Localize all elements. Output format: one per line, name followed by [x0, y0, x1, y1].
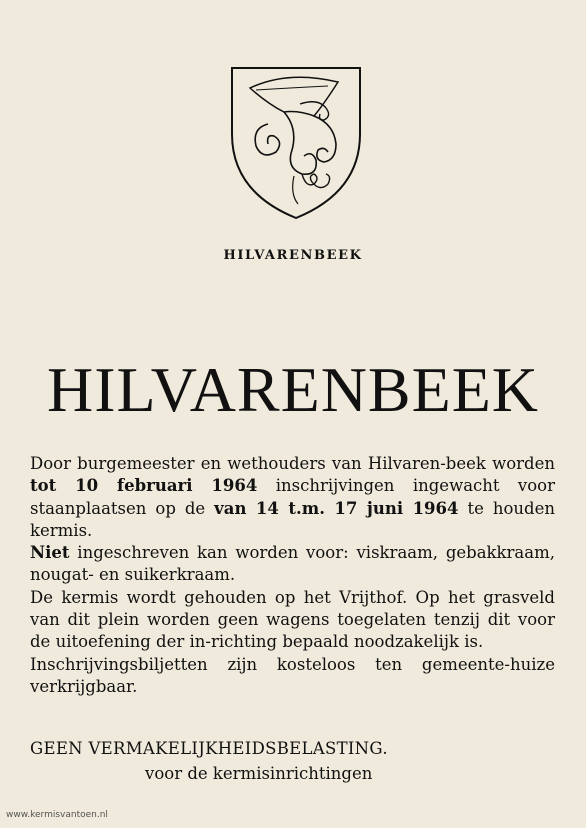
fair-dates: van 14 t.m. 17 juni 1964 — [214, 498, 459, 518]
emblem-caption: HILVARENBEEK — [223, 248, 363, 263]
footer-heading: GEEN VERMAKELIJKHEIDSBELASTING. — [30, 739, 388, 758]
notice-text: te houden kermis. — [30, 498, 555, 540]
notice-paragraph-3: De kermis wordt gehouden op het Vrijthof. Op het grasveld van dit plein worden geen wagens toegelaten tenzij dit voor de uitoefening der in-richting bepaald noodzakelijk is. — [30, 587, 555, 652]
notice-text: Door burgemeester en wethouders van Hilvaren-beek worden — [30, 454, 555, 473]
notice-paragraph-2 — [30, 542, 555, 587]
deadline-date: tot 10 februari 1964 — [30, 476, 258, 496]
watermark-url: www.kermisvantoen.nl — [6, 810, 108, 820]
notice-paragraph-1 — [30, 453, 555, 542]
coat-of-arms-vine-icon — [228, 64, 364, 222]
notice-text: ingeschreven kan worden voor: viskraam, gebakkraam, nougat- en suikerkraam. — [30, 543, 555, 585]
notice-paragraph-4: Inschrijvingsbiljetten zijn kosteloos ten gemeente-huize verkrijgbaar. — [30, 654, 555, 696]
footer-subline: voor de kermisinrichtingen — [145, 764, 373, 783]
notice-body — [30, 453, 555, 698]
emphasis-word: Niet — [30, 543, 70, 563]
page-title: HILVARENBEEK — [46, 354, 540, 425]
notice-text: inschrijvingen ingewacht voor staanplaatsen op de — [30, 476, 556, 518]
